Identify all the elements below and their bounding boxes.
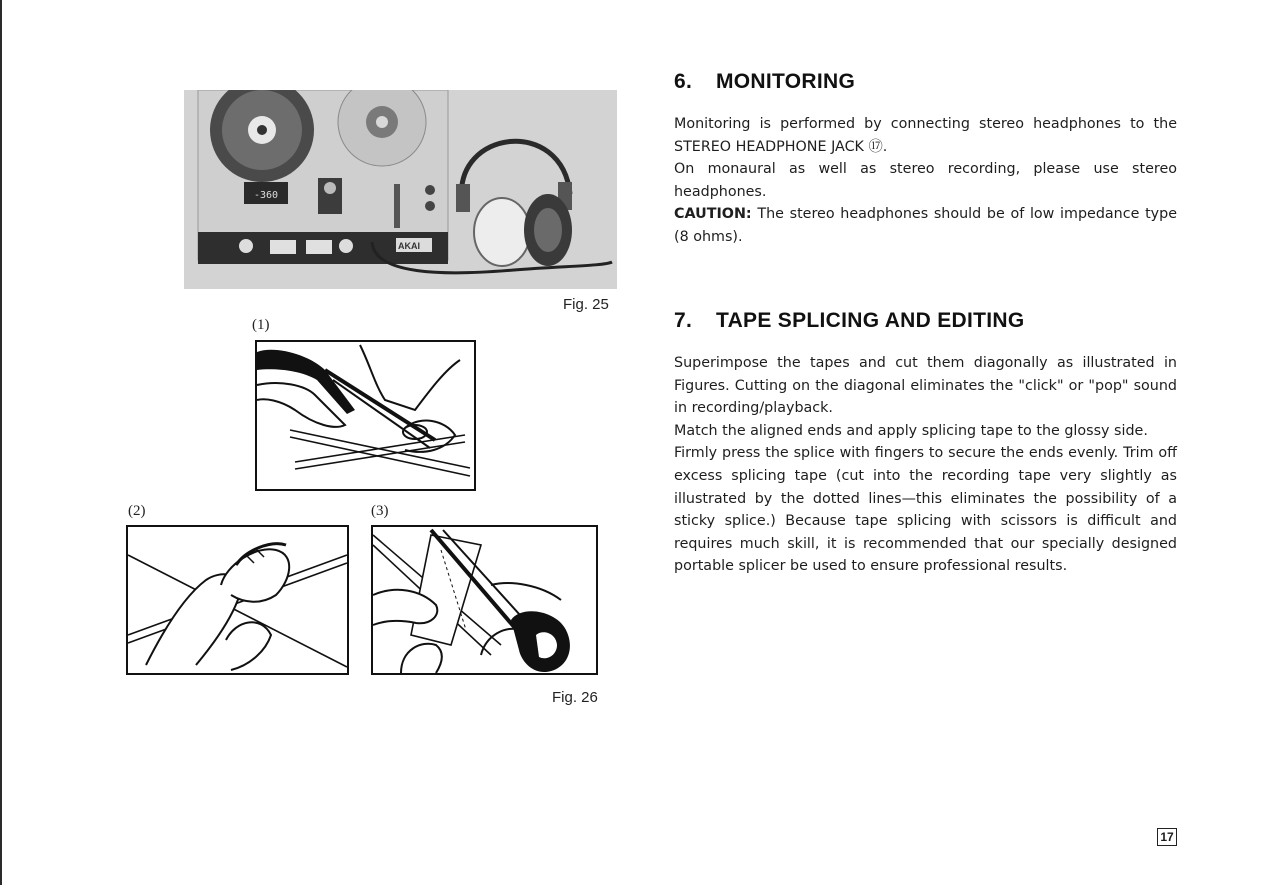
fig25-caption: Fig. 25: [563, 296, 609, 313]
caution-text: The stereo headphones should be of low impedance type (8 ohms).: [674, 206, 1178, 245]
fig26-caption: Fig. 26: [552, 689, 598, 706]
fig26-step-1-illustration: [255, 340, 476, 491]
fig26-step-3-label: (3): [371, 503, 389, 519]
section-7-body: [674, 352, 1177, 578]
section-7-paragraph: Superimpose the tapes and cut them diagonally as illustrated in Figures. Cutting on the diagonal eliminates the "click" or "pop" sound in recording/playback.: [674, 355, 1177, 417]
page-number: 17: [1157, 828, 1177, 846]
page-left-edge: [0, 0, 2, 885]
section-6-title: MONITORING: [716, 70, 856, 93]
caution-label: CAUTION:: [674, 206, 752, 223]
fig26-step-2-illustration: [126, 525, 349, 675]
svg-text:AKAI: AKAI: [398, 241, 420, 251]
section-7-heading: [674, 309, 1025, 333]
section-7-title: TAPE SPLICING AND EDITING: [716, 309, 1025, 332]
section-7-paragraph: Match the aligned ends and apply splicing tape to the glossy side.: [674, 422, 1148, 439]
fig26-step-2-label: (2): [128, 503, 146, 519]
fig26-step-3-illustration: [371, 525, 598, 675]
section-6-number: 6.: [674, 70, 693, 93]
fig26-step-1-label: (1): [252, 317, 270, 333]
section-7-number: 7.: [674, 309, 693, 332]
section-6-paragraph: On monaural as well as stereo recording, please use stereo headphones.: [674, 161, 1177, 200]
section-6-body: [674, 113, 1177, 249]
section-6-paragraph: Monitoring is performed by connecting stereo headphones to the STEREO HEADPHONE JACK ⑰.: [674, 116, 1177, 155]
section-6-heading: [674, 70, 855, 94]
section-7-paragraph: Firmly press the splice with fingers to secure the ends evenly. Trim off excess splicing tape (cut into the recording tape very slightly as illustrated by the dotted lines—this eliminates the possibility of a sticky splice.) Because tape splicing with scissors is difficult and requires much skill, it is recommended that our specially designed portable splicer be used to ensure professional results.: [674, 445, 1177, 575]
caution-note: [674, 203, 1177, 248]
svg-text:-360: -360: [254, 190, 279, 201]
fig25-photo: [184, 90, 617, 289]
